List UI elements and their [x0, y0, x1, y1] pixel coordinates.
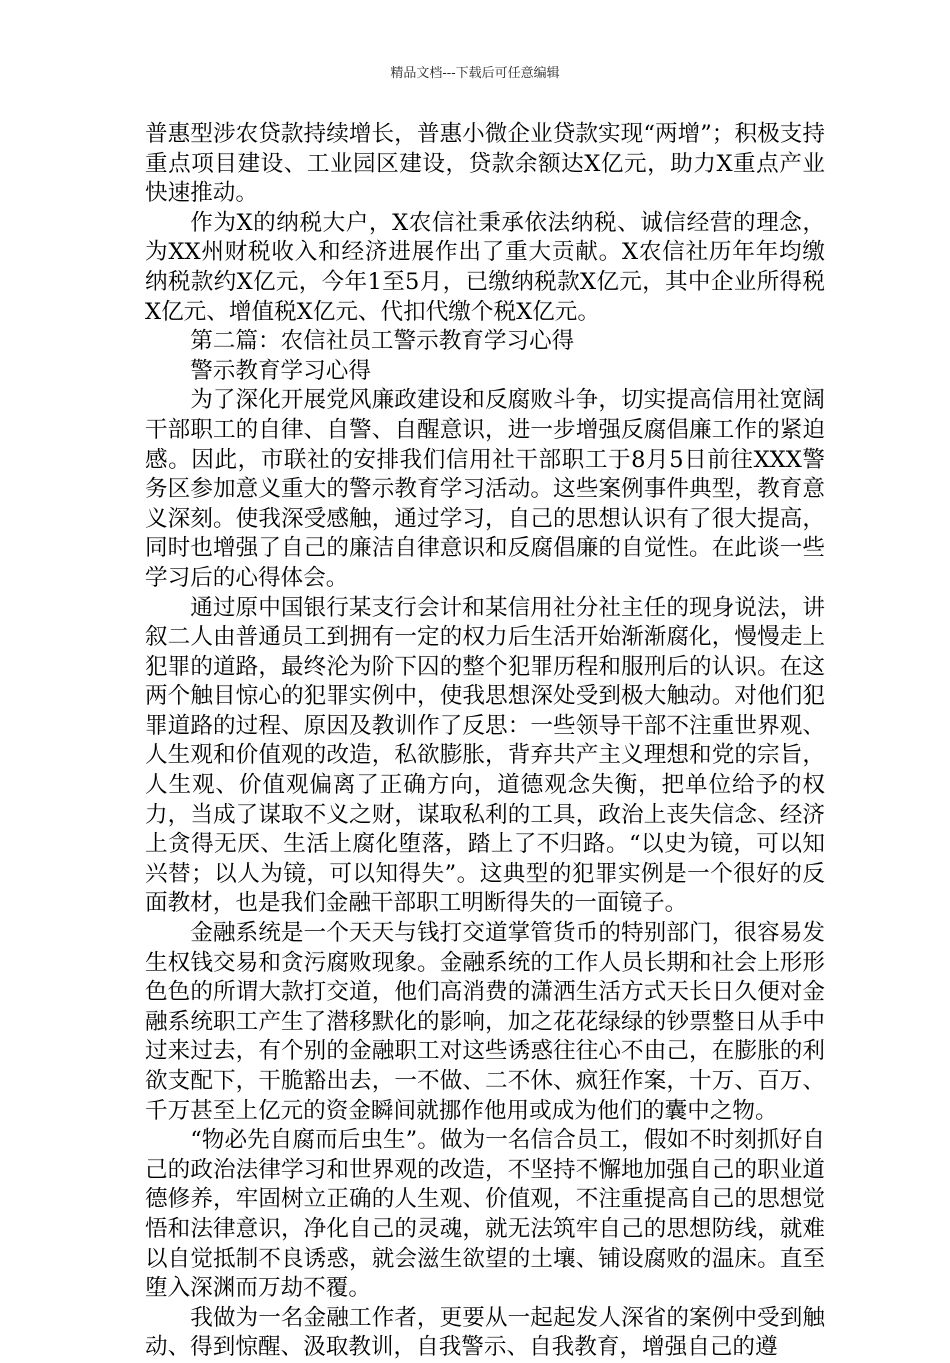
paragraph: 我做为一名金融工作者，更要从一起起发人深省的案例中受到触动、得到惊醒、汲取教训，自我警示、自我教育，增强自己的遵 — [145, 1304, 825, 1361]
section-title: 第二篇：农信社员工警示教育学习心得 — [190, 328, 575, 355]
paragraph: 作为X的纳税大户，X农信社秉承依法纳税、诚信经营的理念，为XX州财税收入和经济进展作出了重大贡献。X农信社历年年均缴纳税款约X亿元，今年1至5月，已缴纳税款X亿元，其中企业所得税X亿元、增值税X亿元、代扣代缴个税X亿元。 — [145, 209, 825, 325]
page-header: 精品文档---下载后可任意编辑 — [390, 66, 560, 81]
document-body — [145, 120, 825, 1363]
paragraph: 普惠型涉农贷款持续增长，普惠小微企业贷款实现“两增”；积极支持重点项目建设、工业园区建设，贷款余额达X亿元，助力X重点产业快速推动。 — [145, 121, 825, 207]
paragraph: 为了深化开展党风廉政建设和反腐败斗争，切实提高信用社宽阔干部职工的自律、自警、自醒意识，进一步增强反腐倡廉工作的紧迫感。因此，市联社的安排我们信用社干部职工于8月5日前往XXX警务区参加意义重大的警示教育学习活动。这些案例事件典型，教育意义深刻。使我深受感触，通过学习，自己的思想认识有了很大提高，同时也增强了自己的廉洁自律意识和反腐倡廉的自觉性。在此谈一些学习后的心得体会。 — [145, 387, 825, 591]
article-title: 警示教育学习心得 — [190, 357, 371, 384]
paragraph: 金融系统是一个天天与钱打交道掌管货币的特别部门，很容易发生权钱交易和贪污腐败现象。金融系统的工作人员长期和社会上形形色色的所谓大款打交道，他们高消费的潇洒生活方式天长日久便对金融系统职工产生了潜移默化的影响，加之花花绿绿的钞票整日从手中过来过去，有个别的金融职工对这些诱惑往往心不由己，在膨胀的利欲支配下，干脆豁出去，一不做、二不休、疯狂作案，十万、百万、千万甚至上亿元的资金瞬间就挪作他用或成为他们的囊中之物。 — [145, 920, 825, 1124]
paragraph: “物必先自腐而后虫生”。做为一名信合员工，假如不时刻抓好自己的政治法律学习和世界观的改造，不坚持不懈地加强自己的职业道德修养，牢固树立正确的人生观、价值观，不注重提高自己的思想觉悟和法律意识，净化自己的灵魂，就无法筑牢自己的思想防线，就难以自觉抵制不良诱惑，就会滋生欲望的土壤、铺设腐败的温床。直至堕入深渊而万劫不覆。 — [145, 1127, 825, 1302]
paragraph: 通过原中国银行某支行会计和某信用社分社主任的现身说法，讲叙二人由普通员工到拥有一定的权力后生活开始渐渐腐化，慢慢走上犯罪的道路，最终沦为阶下囚的整个犯罪历程和服刑后的认识。在这两个触目惊心的犯罪实例中，使我思想深处受到极大触动。对他们犯罪道路的过程、原因及教训作了反思：一些领导干部不注重世界观、人生观和价值观的改造，私欲膨胀，背弃共产主义理想和党的宗旨，人生观、价值观偏离了正确方向，道德观念失衡，把单位给予的权力，当成了谋取不义之财，谋取私利的工具，政治上丧失信念、经济上贪得无厌、生活上腐化堕落，踏上了不归路。“以史为镜，可以知兴替；以人为镜，可以知得失”。这典型的犯罪实例是一个很好的反面教材，也是我们金融干部职工明断得失的一面镜子。 — [145, 594, 825, 917]
